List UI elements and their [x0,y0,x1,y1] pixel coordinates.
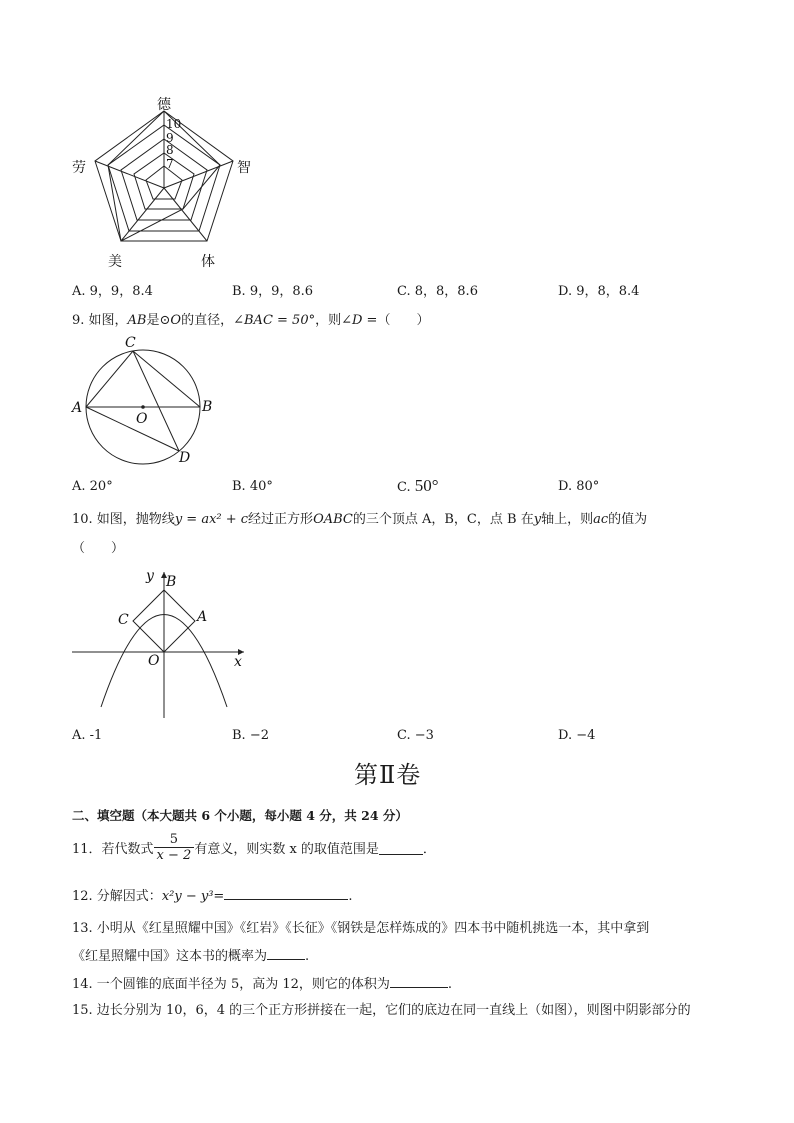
q9-is: 是 [146,313,160,328]
q10-mid: 经过正方形 [248,512,314,527]
q10-parabola-figure [66,562,256,722]
radar-scale-7: 7 [166,157,174,171]
q13-answer-blank[interactable] [267,946,305,960]
q10-rest: 的三个顶点 A，B，C，点 B 在 [352,512,534,527]
q9-number: 9. 如图， [72,313,128,328]
q9-circle-figure [68,330,228,468]
q10-label-o: O [148,653,160,669]
q9-paren: （ ） [377,313,430,328]
q9-diameter-text: 的直径， [181,313,234,328]
q9-label-d: D [179,450,191,466]
radar-scale-8: 8 [166,143,174,157]
q12-end: . [348,889,353,904]
q9-angle-d: ∠D = [341,313,378,328]
q13-line1: 13. 小明从《红星照耀中国》《红岩》《长征》《钢铁是怎样炼成的》四本书中随机挑选一本，其中拿到 [72,921,650,936]
q9-ab: AB [127,313,147,328]
q13-end: . [305,949,310,964]
q8-option-a[interactable]: A. 9，9，8.4 [72,284,153,299]
q10-equation: y = ax² + c [174,512,249,527]
q9-center-dot [141,405,145,409]
q15-line1: 15. 边长分别为 10，6，4 的三个正方形拼接在一起，它们的底边在同一直线上（如图），则图中阴影部分的 [72,1003,691,1018]
q10-tail: 的值为 [608,512,648,527]
q9-question [72,309,429,328]
q12-answer-blank[interactable] [224,886,348,900]
q10-label-a: A [197,609,208,625]
q8-option-b[interactable]: B. 9，9，8.6 [232,284,314,299]
q9-label-c: C [125,335,136,351]
radar-axis-ti [164,188,207,241]
q9-angle-bac: ∠BAC = 50° [233,313,316,328]
q14-text: 14. 一个圆锥的底面半径为 5，高为 12，则它的体积为 [72,977,390,992]
q10-option-d[interactable]: D. −4 [558,728,596,743]
q12-question [72,885,352,904]
q11-numerator: 5 [154,832,195,848]
q10-ac: ac [593,512,609,527]
q12-equals: = [213,889,225,904]
q14-question [72,973,452,992]
q11-question [72,832,436,863]
q9-option-a[interactable]: A. 20° [72,479,113,494]
q10-option-b[interactable]: B. −2 [232,728,269,743]
q14-end: . [447,977,453,992]
q10-option-a[interactable]: A. -1 [72,728,103,743]
q9-label-o: O [136,411,148,427]
radar-scale-10: 10 [166,117,182,131]
radar-scale-9: 9 [166,131,174,145]
q9-segment-cb [133,351,200,407]
q9-circle-symbol: ⊙ [159,313,171,328]
radar-label-de: 德 [157,97,171,113]
q8-option-d[interactable]: D. 9，8，8.4 [558,284,640,299]
radar-label-ti: 体 [201,254,215,270]
radar-label-lao: 劳 [72,160,86,176]
q10-prefix: 10. 如图，抛物线 [72,512,175,527]
radar-axis-mei [121,188,164,241]
q8-option-c[interactable]: C. 8，8，8.6 [397,284,478,299]
q10-oabc: OABC [313,512,353,527]
q11-suffix: 有意义，则实数 x 的取值范围是 [194,842,379,857]
q10-label-b: B [166,574,177,590]
q9-option-d[interactable]: D. 80° [558,479,600,494]
q10-question-line1 [72,508,647,527]
q10-option-c[interactable]: C. −3 [397,728,434,743]
q9-label-a: A [72,400,83,416]
q10-label-c: C [118,612,129,628]
q9-label-b: B [202,399,213,415]
radar-label-mei: 美 [108,254,122,270]
part-heading: 第Ⅱ卷 [354,761,422,789]
q13-text: 《红星照耀中国》这本书的概率为 [72,949,268,964]
q10-paren: （ ） [72,541,125,556]
q10-label-x: x [234,654,242,670]
q11-end: ． [422,842,436,857]
q11-denominator: x − 2 [156,848,192,863]
q9-then: ，则 [315,313,342,328]
q9-o: O [170,313,182,328]
radar-chart-figure [60,88,270,273]
radar-label-zhi: 智 [237,160,251,176]
q10-axis-text: 轴上，则 [541,512,594,527]
q11-fraction [154,832,195,863]
q9-segment-cd [133,351,179,451]
q12-expression: x²y − y³ [161,889,214,904]
section-2-title: 二、填空题（本大题共 6 个小题，每小题 4 分，共 24 分） [72,808,408,823]
q10-label-y: y [146,568,154,584]
q11-prefix: 11．若代数式 [72,842,154,857]
q9-option-c[interactable] [397,476,439,496]
q12-prefix: 12. 分解因式： [72,889,162,904]
q9-option-c-value: 50° [414,476,439,495]
q13-line2 [72,945,309,964]
q9-option-c-letter: C. [397,480,411,495]
q9-option-b[interactable]: B. 40° [232,479,273,494]
q11-answer-blank[interactable] [379,841,423,855]
q14-answer-blank[interactable] [390,974,448,988]
q10-y: y [533,512,542,527]
